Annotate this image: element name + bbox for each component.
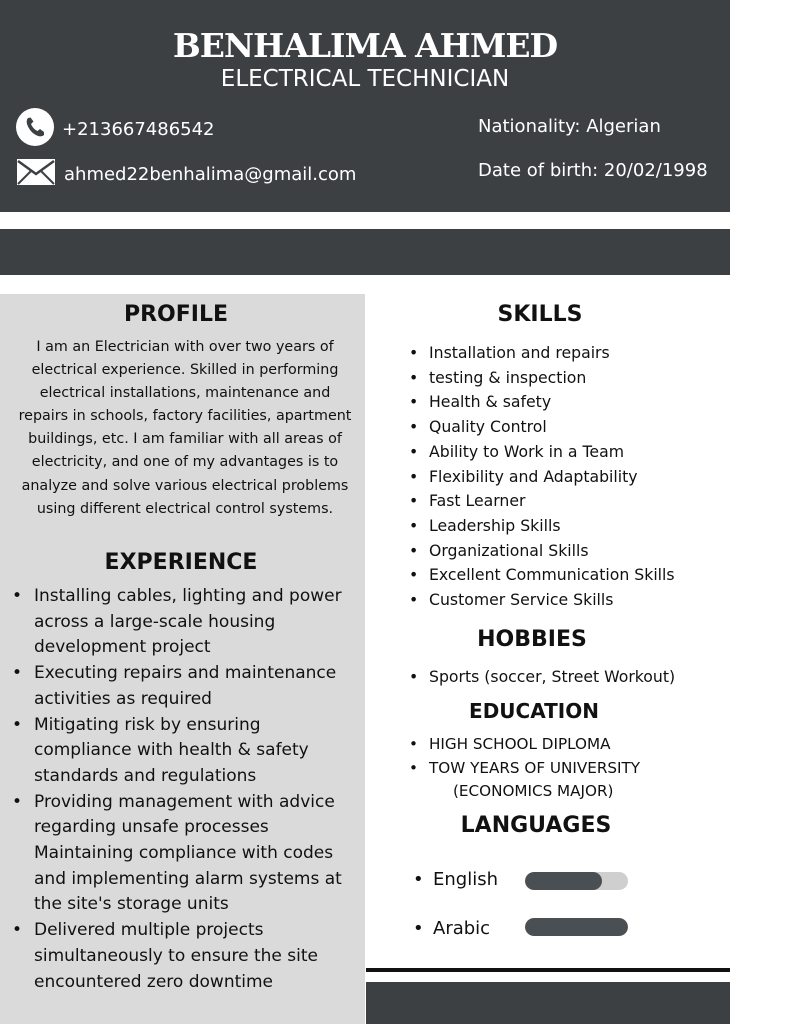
profile-text: I am an Electrician with over two years of electrical experience. Skilled in performing electrical installations, maintenance and repairs in schools, factory facilities, apartment buildings, etc. I am familiar with all areas of electricity, and one of my advantages is to analyze and solve various electrical problems using different electrical control systems. [18, 339, 352, 517]
skill-item: • Flexibility and Adaptability [429, 465, 675, 490]
experience-heading: EXPERIENCE [104, 550, 258, 575]
envelope-icon [16, 158, 56, 191]
skill-item: • Leadership Skills [429, 514, 675, 539]
nationality: Nationality: Algerian [478, 116, 661, 137]
bullet-icon: • [413, 917, 424, 939]
experience-item: • Delivered multiple projects simultaneously to ensure the site encountered zero downtime [34, 918, 352, 995]
language-name: English [433, 868, 498, 890]
divider [366, 968, 730, 972]
hobby-item: • Sports (soccer, Street Workout) [429, 665, 675, 689]
hobbies-heading: HOBBIES [477, 627, 587, 652]
experience-list [34, 584, 352, 995]
education-heading: EDUCATION [469, 699, 599, 723]
experience-item: • Mitigating risk by ensuring compliance with health & safety standards and regulations [34, 713, 352, 790]
profile-heading: PROFILE [123, 302, 229, 327]
footer-band [366, 982, 730, 1024]
header [0, 0, 730, 212]
skill-item: • Quality Control [429, 415, 675, 440]
skill-item: • Excellent Communication Skills [429, 563, 675, 588]
language-level-fill [525, 872, 602, 890]
bullet-icon: • [413, 868, 424, 890]
date-of-birth: Date of birth: 20/02/1998 [478, 160, 708, 181]
language-level-bar-arabic [525, 918, 628, 936]
skill-item: • Installation and repairs [429, 341, 675, 366]
education-list [429, 733, 640, 804]
hobbies-list [429, 665, 675, 689]
education-item-continuation: (ECONOMICS MAJOR) [453, 782, 614, 800]
language-name: Arabic [433, 917, 491, 939]
education-item: • TOW YEARS OF UNIVERSITY [429, 757, 640, 781]
skills-heading: SKILLS [497, 302, 583, 327]
candidate-name: BENHALIMA AHMED [172, 26, 558, 65]
skill-item: • Organizational Skills [429, 539, 675, 564]
skill-item: • Customer Service Skills [429, 588, 675, 613]
language-level-bar-english [525, 872, 628, 890]
phone-icon [16, 108, 54, 151]
language-level-fill [525, 918, 628, 936]
experience-item: • Providing management with advice regarding unsafe processes Maintaining compliance with codes and implementing alarm systems at the site's storage units [34, 790, 352, 919]
email-row [16, 158, 356, 191]
language-row-english [413, 867, 498, 891]
skill-item: • testing & inspection [429, 366, 675, 391]
skill-item: • Ability to Work in a Team [429, 440, 675, 465]
education-item: • HIGH SCHOOL DIPLOMA [429, 733, 640, 757]
email-address[interactable]: ahmed22benhalima@gmail.com [64, 164, 357, 185]
job-title: ELECTRICAL TECHNICIAN [220, 66, 510, 92]
skill-item: • Health & safety [429, 390, 675, 415]
experience-item: • Installing cables, lighting and power across a large-scale housing development project [34, 584, 352, 661]
header-band [0, 229, 730, 275]
experience-item: • Executing repairs and maintenance activities as required [34, 661, 352, 712]
languages-heading: LANGUAGES [460, 813, 612, 838]
skills-list [429, 341, 675, 613]
phone-row [16, 108, 215, 151]
phone-number[interactable]: +213667486542 [62, 119, 215, 140]
language-row-arabic [413, 916, 490, 940]
skill-item: • Fast Learner [429, 489, 675, 514]
